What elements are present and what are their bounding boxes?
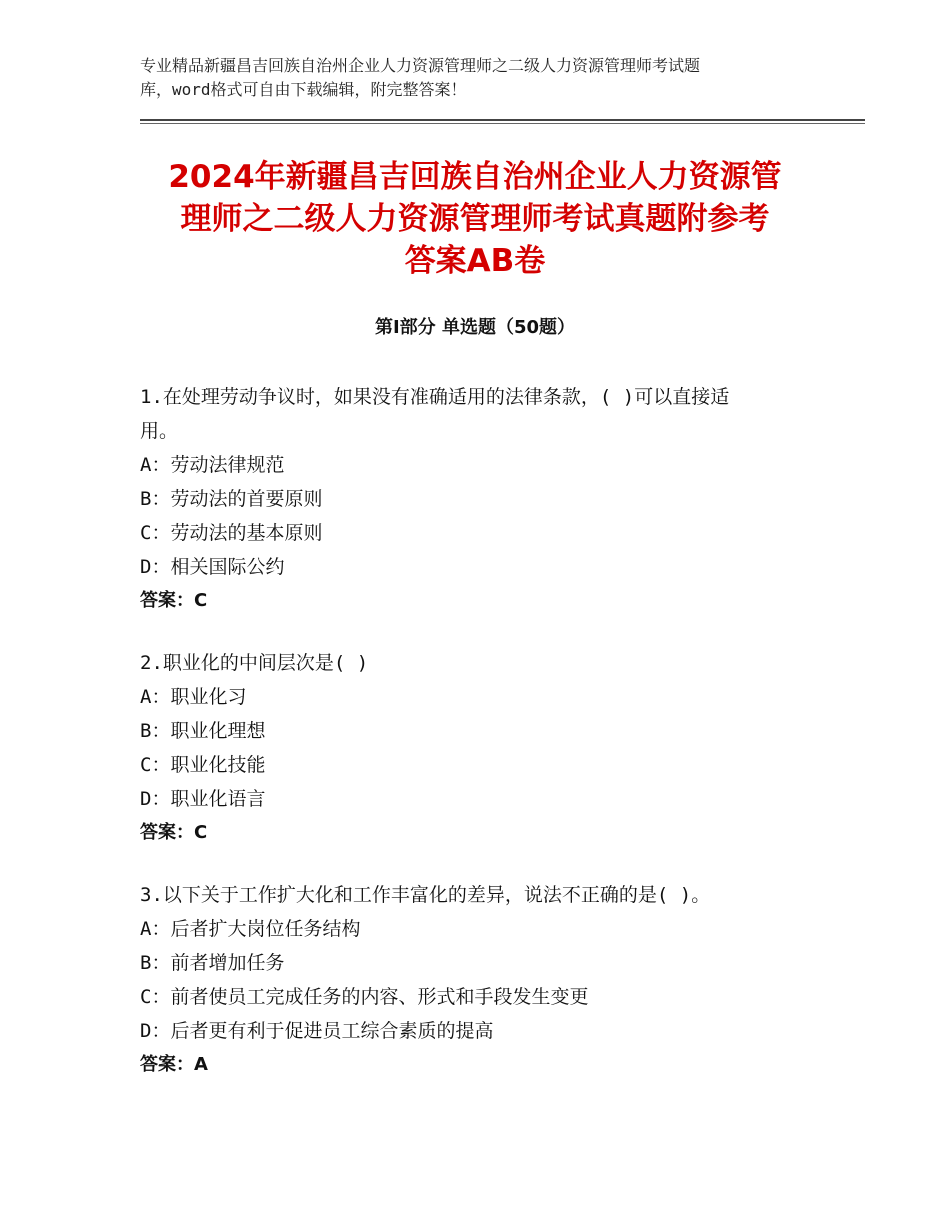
question-stem: 2.职业化的中间层次是( ) [140, 652, 369, 674]
question-list [140, 380, 820, 1110]
option-c: C：劳动法的基本原则 [140, 522, 323, 544]
option-d: D：相关国际公约 [140, 556, 285, 578]
option-b: B：劳动法的首要原则 [140, 488, 323, 510]
question-stem: 1.在处理劳动争议时，如果没有准确适用的法律条款，( )可以直接适 [140, 386, 730, 408]
option-a: A：劳动法律规范 [140, 454, 285, 476]
answer: 答案：C [140, 590, 208, 611]
header-note [140, 54, 830, 102]
document-title-line-3: 答案AB卷 [404, 243, 546, 279]
section-heading: 第Ⅰ部分 单选题（50题） [374, 317, 575, 338]
question-1 [140, 380, 820, 618]
header-note-line-1: 专业精品新疆昌吉回族自治州企业人力资源管理师之二级人力资源管理师考试题 [140, 56, 701, 75]
document-title [120, 156, 830, 282]
header-divider [140, 119, 865, 125]
option-c: C：职业化技能 [140, 754, 266, 776]
document-title-line-1: 2024年新疆昌吉回族自治州企业人力资源管 [168, 159, 782, 195]
option-d: D：后者更有利于促进员工综合素质的提高 [140, 1020, 494, 1042]
question-stem-continued: 用。 [140, 420, 179, 442]
question-stem: 3.以下关于工作扩大化和工作丰富化的差异，说法不正确的是( )。 [140, 884, 711, 906]
header-divider-thin [140, 123, 865, 124]
document-title-line-2: 理师之二级人力资源管理师考试真题附参考 [180, 201, 770, 237]
option-c: C：前者使员工完成任务的内容、形式和手段发生变更 [140, 986, 589, 1008]
option-a: A：后者扩大岗位任务结构 [140, 918, 361, 940]
question-2 [140, 646, 820, 850]
option-d: D：职业化语言 [140, 788, 266, 810]
option-b: B：职业化理想 [140, 720, 266, 742]
option-b: B：前者增加任务 [140, 952, 285, 974]
answer: 答案：C [140, 822, 208, 843]
header-divider-thick [140, 119, 865, 121]
question-3 [140, 878, 820, 1082]
option-a: A：职业化习 [140, 686, 247, 708]
header-note-line-2: 库，word格式可自由下载编辑，附完整答案！ [140, 80, 467, 99]
answer: 答案：A [140, 1054, 208, 1075]
